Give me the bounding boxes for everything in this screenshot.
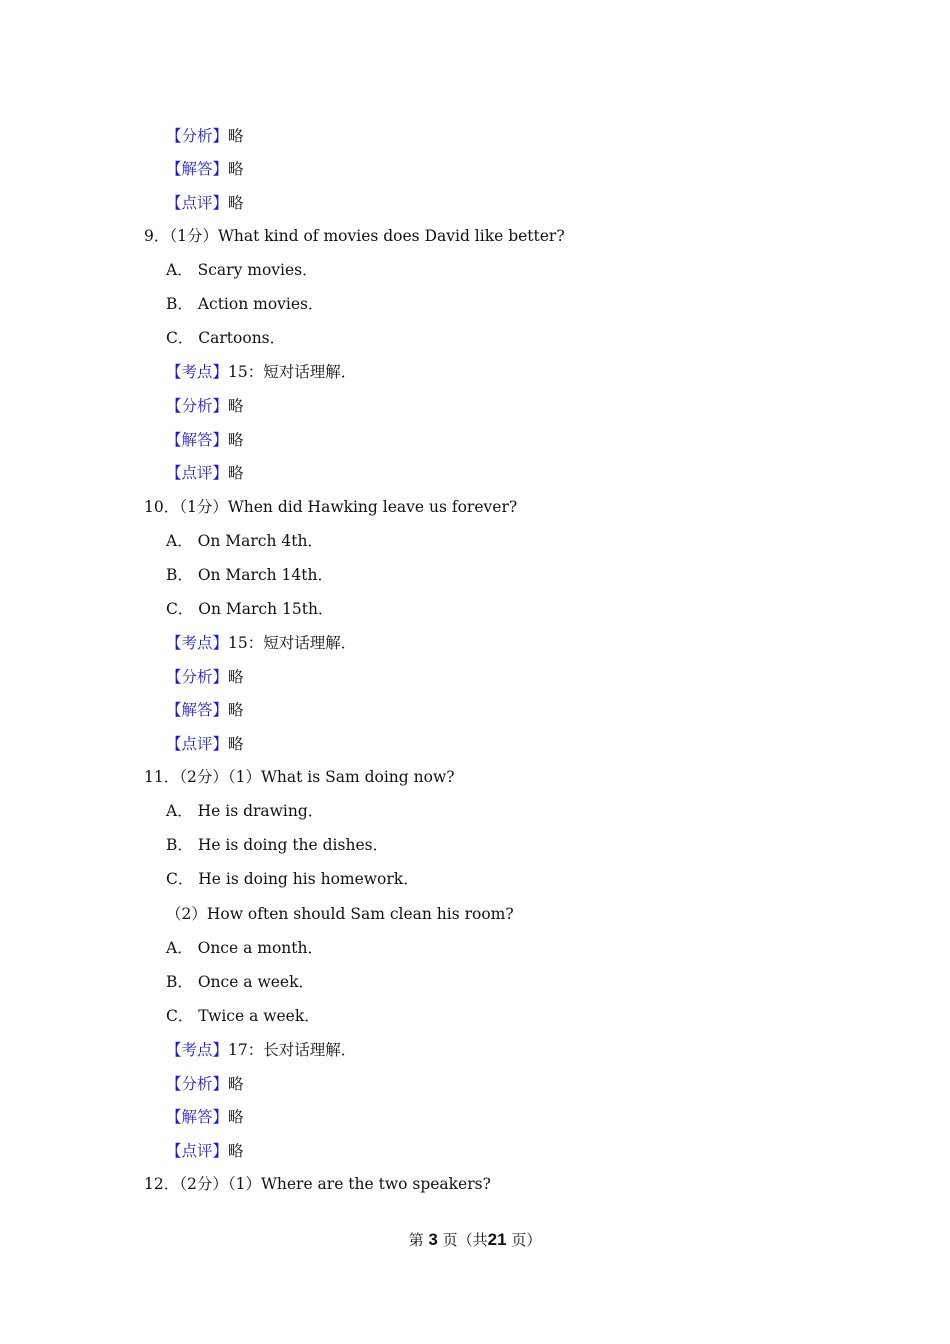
analysis-line [166, 126, 244, 146]
answer-text: 略 [228, 160, 244, 178]
answer-line [166, 1107, 244, 1127]
analysis-tag: 【分析】 [166, 397, 229, 415]
analysis-tag: 【分析】 [166, 1075, 229, 1093]
review-tag: 【点评】 [166, 735, 229, 753]
analysis-line [166, 396, 244, 416]
review-text: 略 [228, 735, 244, 753]
option-c: C． Cartoons． [166, 329, 286, 347]
review-line [166, 734, 244, 754]
option-b: B． Action movies． [166, 295, 324, 313]
analysis-line [166, 1074, 244, 1094]
option-a: A． Once a month． [166, 939, 323, 957]
option-c: C． He is doing his homework． [166, 870, 419, 888]
footer-suffix: 页） [511, 1231, 542, 1249]
kaodian-text: 15：短对话理解． [228, 634, 357, 652]
review-text: 略 [228, 194, 244, 212]
question-12-stem: 12．（2分）（1）Where are the two speakers? [144, 1175, 491, 1193]
answer-tag: 【解答】 [166, 431, 229, 449]
answer-line [166, 159, 244, 179]
review-tag: 【点评】 [166, 464, 229, 482]
option-a: A． He is drawing． [166, 802, 324, 820]
analysis-tag: 【分析】 [166, 127, 229, 145]
analysis-tag: 【分析】 [166, 668, 229, 686]
question-9-stem: 9．（1分）What kind of movies does David like better? [144, 227, 565, 245]
kaodian-tag: 【考点】 [166, 634, 229, 652]
option-b: B． Once a week． [166, 973, 314, 991]
analysis-text: 略 [228, 1075, 244, 1093]
kaodian-text: 17：长对话理解． [228, 1041, 357, 1059]
answer-tag: 【解答】 [166, 701, 229, 719]
answer-line [166, 700, 244, 720]
option-a: A． Scary movies． [166, 261, 318, 279]
page-number: 3 [428, 1230, 438, 1249]
review-line [166, 463, 244, 483]
answer-text: 略 [228, 701, 244, 719]
review-line [166, 1141, 244, 1161]
question-10-stem: 10．（1分）When did Hawking leave us forever? [144, 498, 518, 516]
review-line [166, 193, 244, 213]
question-11-stem: 11．（2分）（1）What is Sam doing now? [144, 768, 455, 786]
kaodian-tag: 【考点】 [166, 1041, 229, 1059]
sub-question-2: （2）How often should Sam clean his room? [166, 905, 514, 923]
kaodian-line [166, 1040, 356, 1060]
answer-tag: 【解答】 [166, 1108, 229, 1126]
review-tag: 【点评】 [166, 1142, 229, 1160]
footer-prefix: 第 [408, 1231, 424, 1249]
option-b: B． On March 14th． [166, 566, 333, 584]
review-tag: 【点评】 [166, 194, 229, 212]
option-c: C． Twice a week． [166, 1007, 320, 1025]
analysis-text: 略 [228, 668, 244, 686]
footer-middle: 页（共 [442, 1231, 488, 1249]
option-b: B． He is doing the dishes． [166, 836, 389, 854]
review-text: 略 [228, 1142, 244, 1160]
review-text: 略 [228, 464, 244, 482]
answer-tag: 【解答】 [166, 160, 229, 178]
kaodian-line [166, 362, 356, 382]
kaodian-text: 15：短对话理解． [228, 363, 357, 381]
answer-text: 略 [228, 1108, 244, 1126]
kaodian-line [166, 633, 356, 653]
answer-line [166, 430, 244, 450]
option-c: C． On March 15th． [166, 600, 334, 618]
total-pages: 21 [487, 1230, 507, 1249]
kaodian-tag: 【考点】 [166, 363, 229, 381]
answer-text: 略 [228, 431, 244, 449]
page-footer [0, 1229, 950, 1250]
analysis-text: 略 [228, 127, 244, 145]
analysis-line [166, 667, 244, 687]
analysis-text: 略 [228, 397, 244, 415]
option-a: A． On March 4th． [166, 532, 323, 550]
